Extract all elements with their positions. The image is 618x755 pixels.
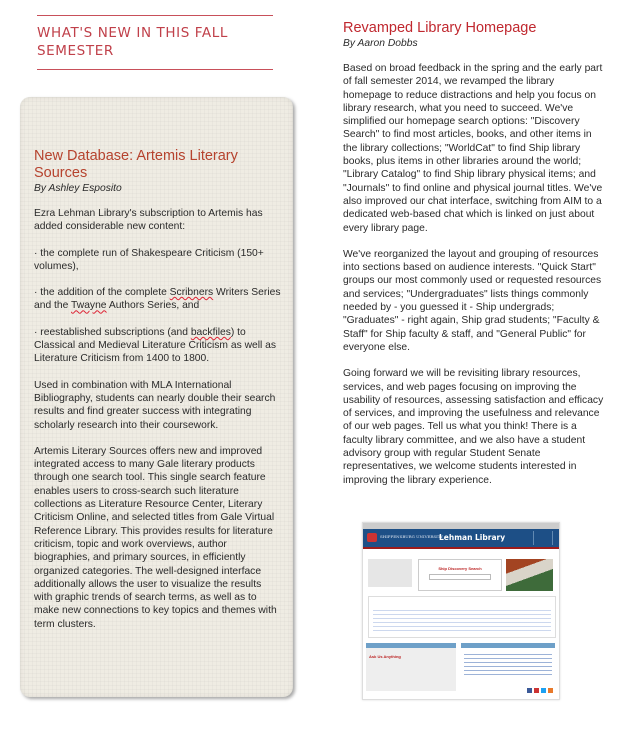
text: Authors Series, and [106, 300, 200, 312]
sidebar-article-byline: By Ashley Esposito [34, 183, 122, 194]
main-article-title: Revamped Library Homepage [343, 20, 537, 36]
screenshot-search-panel [418, 559, 502, 591]
bullet-item: · the complete run of Shakespeare Criticism (150+ volumes), [34, 247, 264, 272]
screenshot-ask-label: Ask Us Anything [369, 654, 401, 659]
rss-icon [548, 688, 553, 693]
screenshot-blog-panel [461, 643, 555, 691]
screenshot-search-heading: Ship Discovery Search [438, 566, 482, 571]
bullet-item [34, 326, 282, 366]
ship-icon [533, 531, 553, 545]
misspelled-word: backfiles [190, 326, 231, 338]
facebook-icon [527, 688, 532, 693]
screenshot-ask-panel [366, 643, 456, 691]
sidebar-article-box [20, 97, 293, 697]
panel-header [366, 643, 456, 648]
text: · the addition of the complete [34, 287, 170, 299]
panel-header [461, 643, 555, 648]
main-article [343, 20, 605, 500]
screenshot-link-list [373, 607, 551, 633]
main-article-byline: By Aaron Dobbs [343, 38, 418, 49]
misspelled-word: Scribners [169, 287, 214, 299]
social-icons [527, 688, 553, 693]
bullet-item [34, 286, 282, 313]
section-header [37, 15, 273, 70]
section-title: WHAT'S NEW IN THIS FALL SEMESTER [37, 25, 228, 59]
university-logo-icon [367, 533, 377, 542]
paragraph: Artemis Literary Sources offers new and improved integrated access to many Gale literary products through one search tool. This single search feature enables users to cross-search such literature collections as Literature Resource Center, Literary Criticism Online, and selected titles from Gale Virtual Reference Library. This provides results for literature criticism, topic and work overviews, author biographies, and primary sources, in efficiently organized categories. The well-designed interface additionally allows the user to visualize the results with graphic trends of search terms, as well as to make new connections to key topics and themes with term clusters. [34, 445, 277, 630]
screenshot-campus-photo [506, 559, 553, 591]
paragraph: Going forward we will be revisiting library resources, services, and web pages focusing on improving the usability of resources, assessing satisfaction and efficacy of services, and improving the usefulness and relevance of our web pages. Tell us what you think! There is a faculty library committee, and we also have a student advisory group with regular Student Senate representatives, we welcome students interested in improving the library experience. [343, 368, 604, 486]
paragraph: We've reorganized the layout and grouping of resources into sections based on audience interests. "Quick Start" groups our most commonly used or requested resources and services; "Undergraduates" lists things commonly needed by - you guessed it - Ship undergrads; "Graduates" - right again, Ship grad students; "Faculty & Staff" for Ship faculty & staff, and "General Public" for everyone else. [343, 248, 602, 353]
screenshot-audience-tabs [368, 596, 556, 638]
screenshot-university: SHIPPENSBURG UNIVERSITY [380, 534, 444, 539]
twitter-icon [541, 688, 546, 693]
intro-paragraph: Ezra Lehman Library's subscription to Artemis has added considerable new content: [34, 208, 263, 233]
text: ) to Classical and Medieval Literature Criticism as well as Literature Criticism from 1400 to 1800. [34, 326, 277, 365]
text: Writers Series and the [34, 287, 281, 312]
screenshot-library-name: Lehman Library [439, 533, 506, 542]
youtube-icon [534, 688, 539, 693]
sidebar-article-title: New Database: Artemis Literary Sources [34, 148, 238, 181]
paragraph: Used in combination with MLA International Bibliography, students can nearly double their search results and find greater success with integrating scholarly research into their coursework. [34, 379, 276, 431]
screenshot-banner [363, 529, 559, 549]
screenshot-hours-panel [368, 559, 412, 587]
screenshot-blog-links [464, 651, 552, 675]
screenshot-search-box [429, 574, 491, 580]
misspelled-word: Twayne [71, 300, 107, 312]
paragraph: Based on broad feedback in the spring and the early part of fall semester 2014, we revamped the library homepage to reduce distractions and help you focus on library research, what you need to succeed. We've simplified our homepage search options: "Discovery Search" to find most articles, books, and other items in the library collections; "WorldCat" to find Ship library books, plus items in other libraries around the world; "Library Catalog" to find Ship library physical items; and "Journals" to find online and physical journal titles. We've also improved our chat interface, switching from AIM to a dedicated web-based chat which is linked on just about every library page. [343, 63, 603, 234]
library-homepage-screenshot [362, 522, 560, 700]
text: · reestablished subscriptions (and [34, 326, 191, 338]
